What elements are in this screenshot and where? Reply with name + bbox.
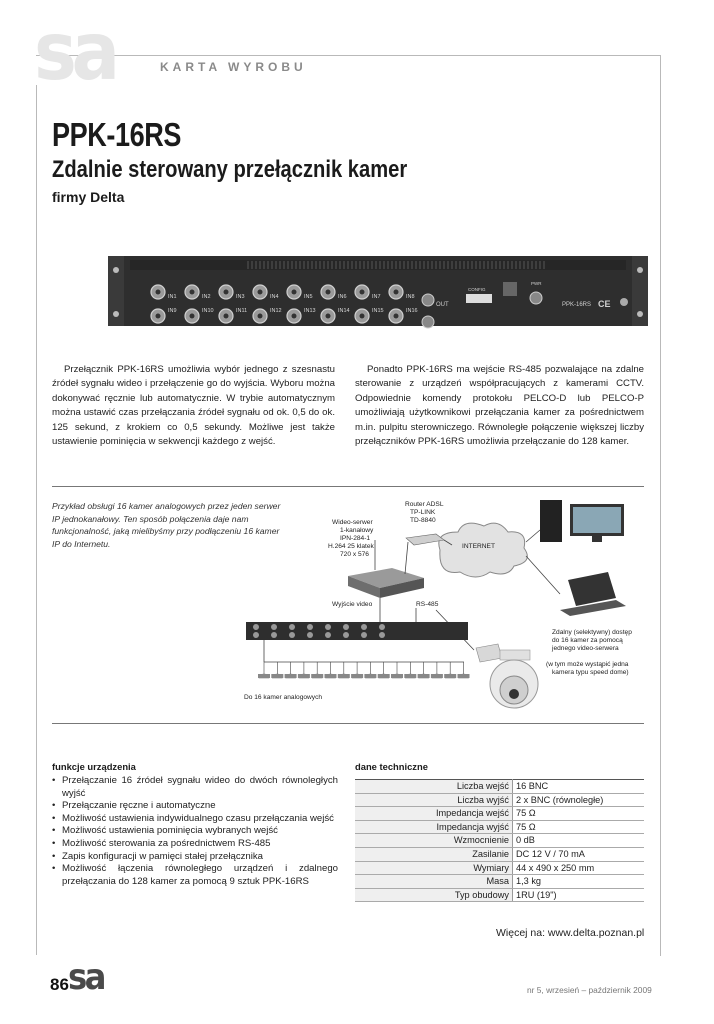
spec-value: 16 BNC <box>513 780 645 794</box>
divider-bottom <box>52 723 644 724</box>
input-label: IN7 <box>372 294 381 300</box>
config-label: CONFIG <box>468 287 486 292</box>
switch-icon <box>246 622 468 640</box>
input-label: IN2 <box>202 294 211 300</box>
spec-value: 0 dB <box>513 834 645 848</box>
specs-table <box>355 779 644 902</box>
feature-item: • Możliwość łączenia równoległego urządzeń i zdalnego przełączania do 128 kamer za pomocą 9 sztuk PPK-16RS <box>52 863 338 888</box>
intro-column-2: Ponadto PPK-16RS ma wejście RS-485 pozwalające na zdalne sterowanie z urządzeń współpracujących z kamerami CCTV. Odpowiednie komendy protokołu PELCO-D lub PELCO-P umożliwiają użytkownikowi przełączania kamer za pośrednictwem m.in. pulpitu sterowniczego. Równoległe połączenie większej liczby przełączników PPK-16RS umożliwia przełączanie do 128 kamer. <box>355 364 644 448</box>
table-row <box>355 807 644 821</box>
magazine-logo: sa <box>34 5 115 98</box>
out-label: OUT <box>436 302 449 308</box>
router-line-3: TD-8840 <box>410 517 436 524</box>
spec-value: 44 x 490 x 250 mm <box>513 861 645 875</box>
dome-line-1: (w tym może wystąpić jedna <box>546 661 629 668</box>
spec-key: Impedancja wejść <box>355 807 513 821</box>
intro-column-1: Przełącznik PPK-16RS umożliwia wybór jednego z szesnastu źródeł sygnału wideo i przełączenie go do wyjścia. Wyboru można dokonywać ręcznie lub automatycznie. W trybie automatycznym można ustawić czas przełączania źródeł sygnału od ok. 0,5 do ok. 125 sekund, z krokiem co 0,5 sekundy. Możliwe jest także ustawienie pominięcia w sekwencji każdego z wejść. <box>52 364 335 448</box>
device-model-label: PPK-16RS <box>562 302 592 308</box>
server-line-4: H.264 25 klatek <box>328 543 374 550</box>
table-row <box>355 780 644 794</box>
product-title: PPK-16RS <box>52 116 182 153</box>
feature-item: • Przełączanie 16 źródeł sygnału wideo do dwóch równoległych wyjść <box>52 775 338 800</box>
table-row <box>355 861 644 875</box>
spec-key: Zasilanie <box>355 847 513 861</box>
input-label: IN6 <box>338 294 347 300</box>
pwr-label: PWR <box>531 281 542 286</box>
feature-item: • Możliwość ustawienia indywidualnego czasu przełączania wejść <box>52 813 338 826</box>
page-number: 86 <box>50 975 69 994</box>
video-out-label: Wyjście video <box>332 601 373 608</box>
server-line-2: 1-kanałowy <box>340 527 374 534</box>
spec-key: Wymiary <box>355 861 513 875</box>
section-kicker: KARTA WYROBU <box>160 60 307 74</box>
internet-cloud <box>439 523 528 577</box>
spec-value: DC 12 V / 70 mA <box>513 847 645 861</box>
input-label: IN14 <box>338 308 350 314</box>
input-label: IN15 <box>372 308 384 314</box>
table-row <box>355 793 644 807</box>
spec-key: Masa <box>355 875 513 889</box>
feature-item: • Przełączanie ręczne i automatyczne <box>52 800 338 813</box>
spec-value: 75 Ω <box>513 820 645 834</box>
table-row <box>355 820 644 834</box>
device-photo <box>108 252 648 336</box>
spec-value: 75 Ω <box>513 807 645 821</box>
spec-key: Wzmocnienie <box>355 834 513 848</box>
spec-value: 1RU (19") <box>513 888 645 902</box>
router-line-1: Router ADSL <box>405 501 444 508</box>
spec-value: 2 x BNC (równoległe) <box>513 793 645 807</box>
table-row <box>355 888 644 902</box>
input-label: IN16 <box>406 308 418 314</box>
features-heading: funkcje urządzenia <box>52 761 136 772</box>
more-info-link[interactable]: Więcej na: www.delta.poznan.pl <box>496 927 645 939</box>
input-label: IN13 <box>304 308 316 314</box>
connection-diagram <box>240 490 644 712</box>
input-label: IN11 <box>236 308 248 314</box>
spec-key: Liczba wyjść <box>355 793 513 807</box>
spec-value: 1,3 kg <box>513 875 645 889</box>
input-label: IN4 <box>270 294 279 300</box>
diagram-caption: Przykład obsługi 16 kamer analogowych przez jeden serwer IP jednokanałowy. Ten sposób połączenia daje nam funkcjonalność, jaką mielibyśmy przy podłączeniu 16 kamer IP do Internetu. <box>52 501 281 549</box>
input-label: IN1 <box>168 294 177 300</box>
pc-tower-icon <box>540 500 562 542</box>
product-brand: firmy Delta <box>52 189 125 205</box>
divider-top <box>52 486 644 487</box>
table-row <box>355 834 644 848</box>
router-line-2: TP-LINK <box>410 509 436 516</box>
input-label: IN10 <box>202 308 214 314</box>
remote-line-1: Zdalny (selektywny) dostęp <box>552 629 632 636</box>
product-subtitle: Zdalnie sterowany przełącznik kamer <box>52 156 408 183</box>
feature-item: • Możliwość sterowania za pośrednictwem RS-485 <box>52 838 338 851</box>
server-line-3: IPN-284-1 <box>340 535 371 542</box>
server-line-5: 720 x 576 <box>340 551 369 558</box>
cameras-label: Do 16 kamer analogowych <box>244 694 323 701</box>
rs485-label: RS-485 <box>416 601 439 608</box>
page-frame-left <box>36 85 37 955</box>
server-line-1: Wideo-serwer <box>332 519 373 526</box>
footer-logo: sa <box>68 957 104 998</box>
input-label: IN12 <box>270 308 282 314</box>
dome-line-2: kamera typu speed dome) <box>552 669 629 676</box>
input-label: IN9 <box>168 308 177 314</box>
laptop-icon <box>568 572 616 606</box>
spec-key: Liczba wejść <box>355 780 513 794</box>
input-label: IN3 <box>236 294 245 300</box>
spec-key: Impedancja wyjść <box>355 820 513 834</box>
feature-item: • Zapis konfiguracji w pamięci stałej przełącznika <box>52 851 338 864</box>
input-label: IN5 <box>304 294 313 300</box>
ce-mark: CE <box>598 299 611 309</box>
specs-heading: dane techniczne <box>355 761 428 772</box>
issue-info: nr 5, wrzesień – październik 2009 <box>527 985 652 995</box>
table-row <box>355 847 644 861</box>
remote-line-3: jednego video-serwera <box>552 645 619 652</box>
features-list <box>52 775 338 888</box>
table-row <box>355 875 644 889</box>
spec-key: Typ obudowy <box>355 888 513 902</box>
feature-item: • Możliwość ustawienia pominięcia wybranych wejść <box>52 825 338 838</box>
remote-line-2: do 16 kamer za pomocą <box>552 637 623 644</box>
internet-label: INTERNET <box>462 543 495 550</box>
input-label: IN8 <box>406 294 415 300</box>
